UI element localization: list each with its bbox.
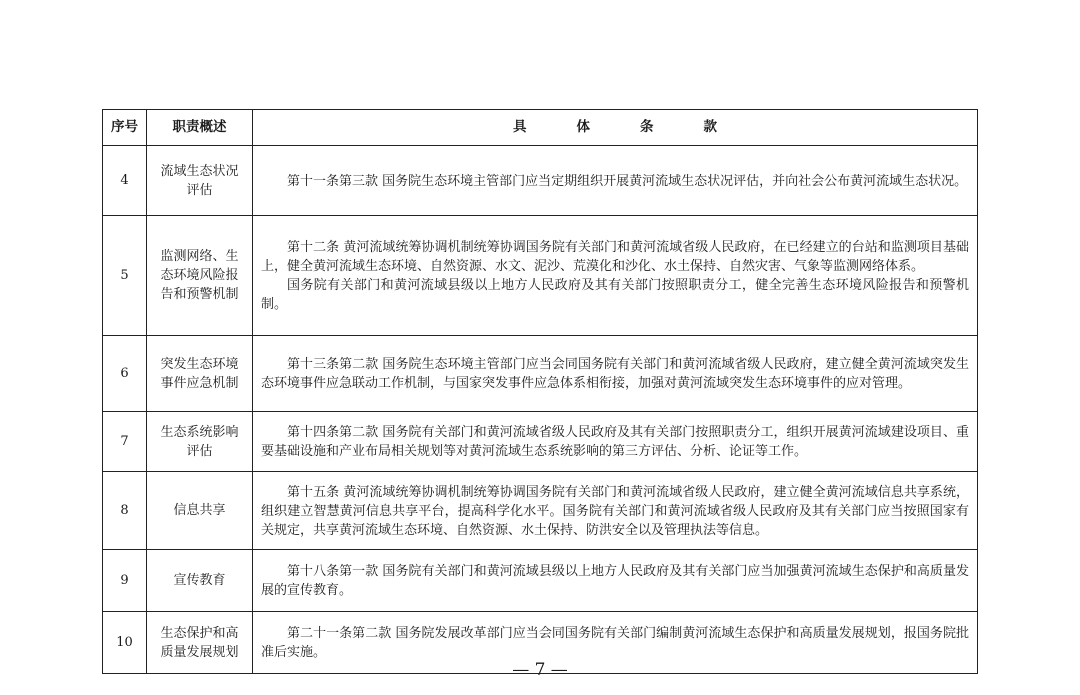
row-number: 10: [103, 612, 147, 674]
clause-paragraph: 第十一条第三款 国务院生态环境主管部门应当定期组织开展黄河流域生态状况评估，并向社会公布黄河流域生态状况。: [287, 173, 968, 189]
clause-paragraph: 第十五条 黄河流域统筹协调机制统筹协调国务院有关部门和黄河流域省级人民政府，建立健全黄河流域信息共享系统，组织建立智慧黄河信息共享平台，提高科学化水平。国务院有关部门和黄河流域省级人民政府及其有关部门应当按照国家有关规定，共享黄河流域生态环境、自然资源、水土保持、防洪安全以及管理执法等信息。: [261, 484, 969, 538]
duty-summary: 信息共享: [147, 472, 253, 550]
row-number: 9: [103, 550, 147, 612]
duty-summary: 宣传教育: [147, 550, 253, 612]
page-number: — 7 —: [512, 660, 568, 680]
row-number: 4: [103, 146, 147, 216]
duty-table: [102, 109, 978, 674]
clause-paragraph: 第十四条第二款 国务院有关部门和黄河流域省级人民政府及其有关部门按照职责分工，组织开展黄河流域建设项目、重要基础设施和产业布局相关规划等对黄河流域生态系统影响的第三方评估、分析、论证等工作。: [261, 425, 969, 459]
clause-cell: [253, 472, 978, 550]
clause-paragraph: 第二十一条第二款 国务院发展改革部门应当会同国务院有关部门编制黄河流域生态保护和高质量发展规划，报国务院批准后实施。: [261, 626, 969, 660]
header-number: 序号: [103, 110, 147, 146]
duty-summary: 突发生态环境事件应急机制: [147, 336, 253, 412]
clause-paragraph: 第十八条第一款 国务院有关部门和黄河流域县级以上地方人民政府及其有关部门应当加强黄河流域生态保护和高质量发展的宣传教育。: [261, 564, 969, 598]
row-number: 6: [103, 336, 147, 412]
table-row: [103, 336, 978, 412]
table-row: [103, 412, 978, 472]
table-row: [103, 472, 978, 550]
clause-cell: [253, 550, 978, 612]
clause-cell: [253, 336, 978, 412]
clause-paragraph: 国务院有关部门和黄河流域县级以上地方人民政府及其有关部门按照职责分工，健全完善生态环境风险报告和预警机制。: [261, 278, 969, 312]
clause-paragraph: 第十二条 黄河流域统筹协调机制统筹协调国务院有关部门和黄河流域省级人民政府，在已经建立的台站和监测项目基础上，健全黄河流域生态环境、自然资源、水文、泥沙、荒漠化和沙化、水土保持、自然灾害、气象等监测网络体系。: [261, 240, 969, 274]
clause-cell: [253, 216, 978, 336]
header-summary: 职责概述: [147, 110, 253, 146]
duty-summary: 生态系统影响评估: [147, 412, 253, 472]
header-clause-label: 具体条款: [513, 119, 767, 135]
clause-cell: [253, 146, 978, 216]
duty-summary: 监测网络、生态环境风险报告和预警机制: [147, 216, 253, 336]
row-number: 7: [103, 412, 147, 472]
duty-summary: 流域生态状况评估: [147, 146, 253, 216]
table-row: [103, 216, 978, 336]
header-clause: [253, 110, 978, 146]
table-row: [103, 550, 978, 612]
table-header-row: [103, 110, 978, 146]
row-number: 5: [103, 216, 147, 336]
duty-summary: 生态保护和高质量发展规划: [147, 612, 253, 674]
table-row: [103, 146, 978, 216]
row-number: 8: [103, 472, 147, 550]
clause-paragraph: 第十三条第二款 国务院生态环境主管部门应当会同国务院有关部门和黄河流域省级人民政府，建立健全黄河流域突发生态环境事件应急联动工作机制，与国家突发事件应急体系相衔接，加强对黄河流域突发生态环境事件的应对管理。: [261, 357, 969, 391]
clause-cell: [253, 412, 978, 472]
